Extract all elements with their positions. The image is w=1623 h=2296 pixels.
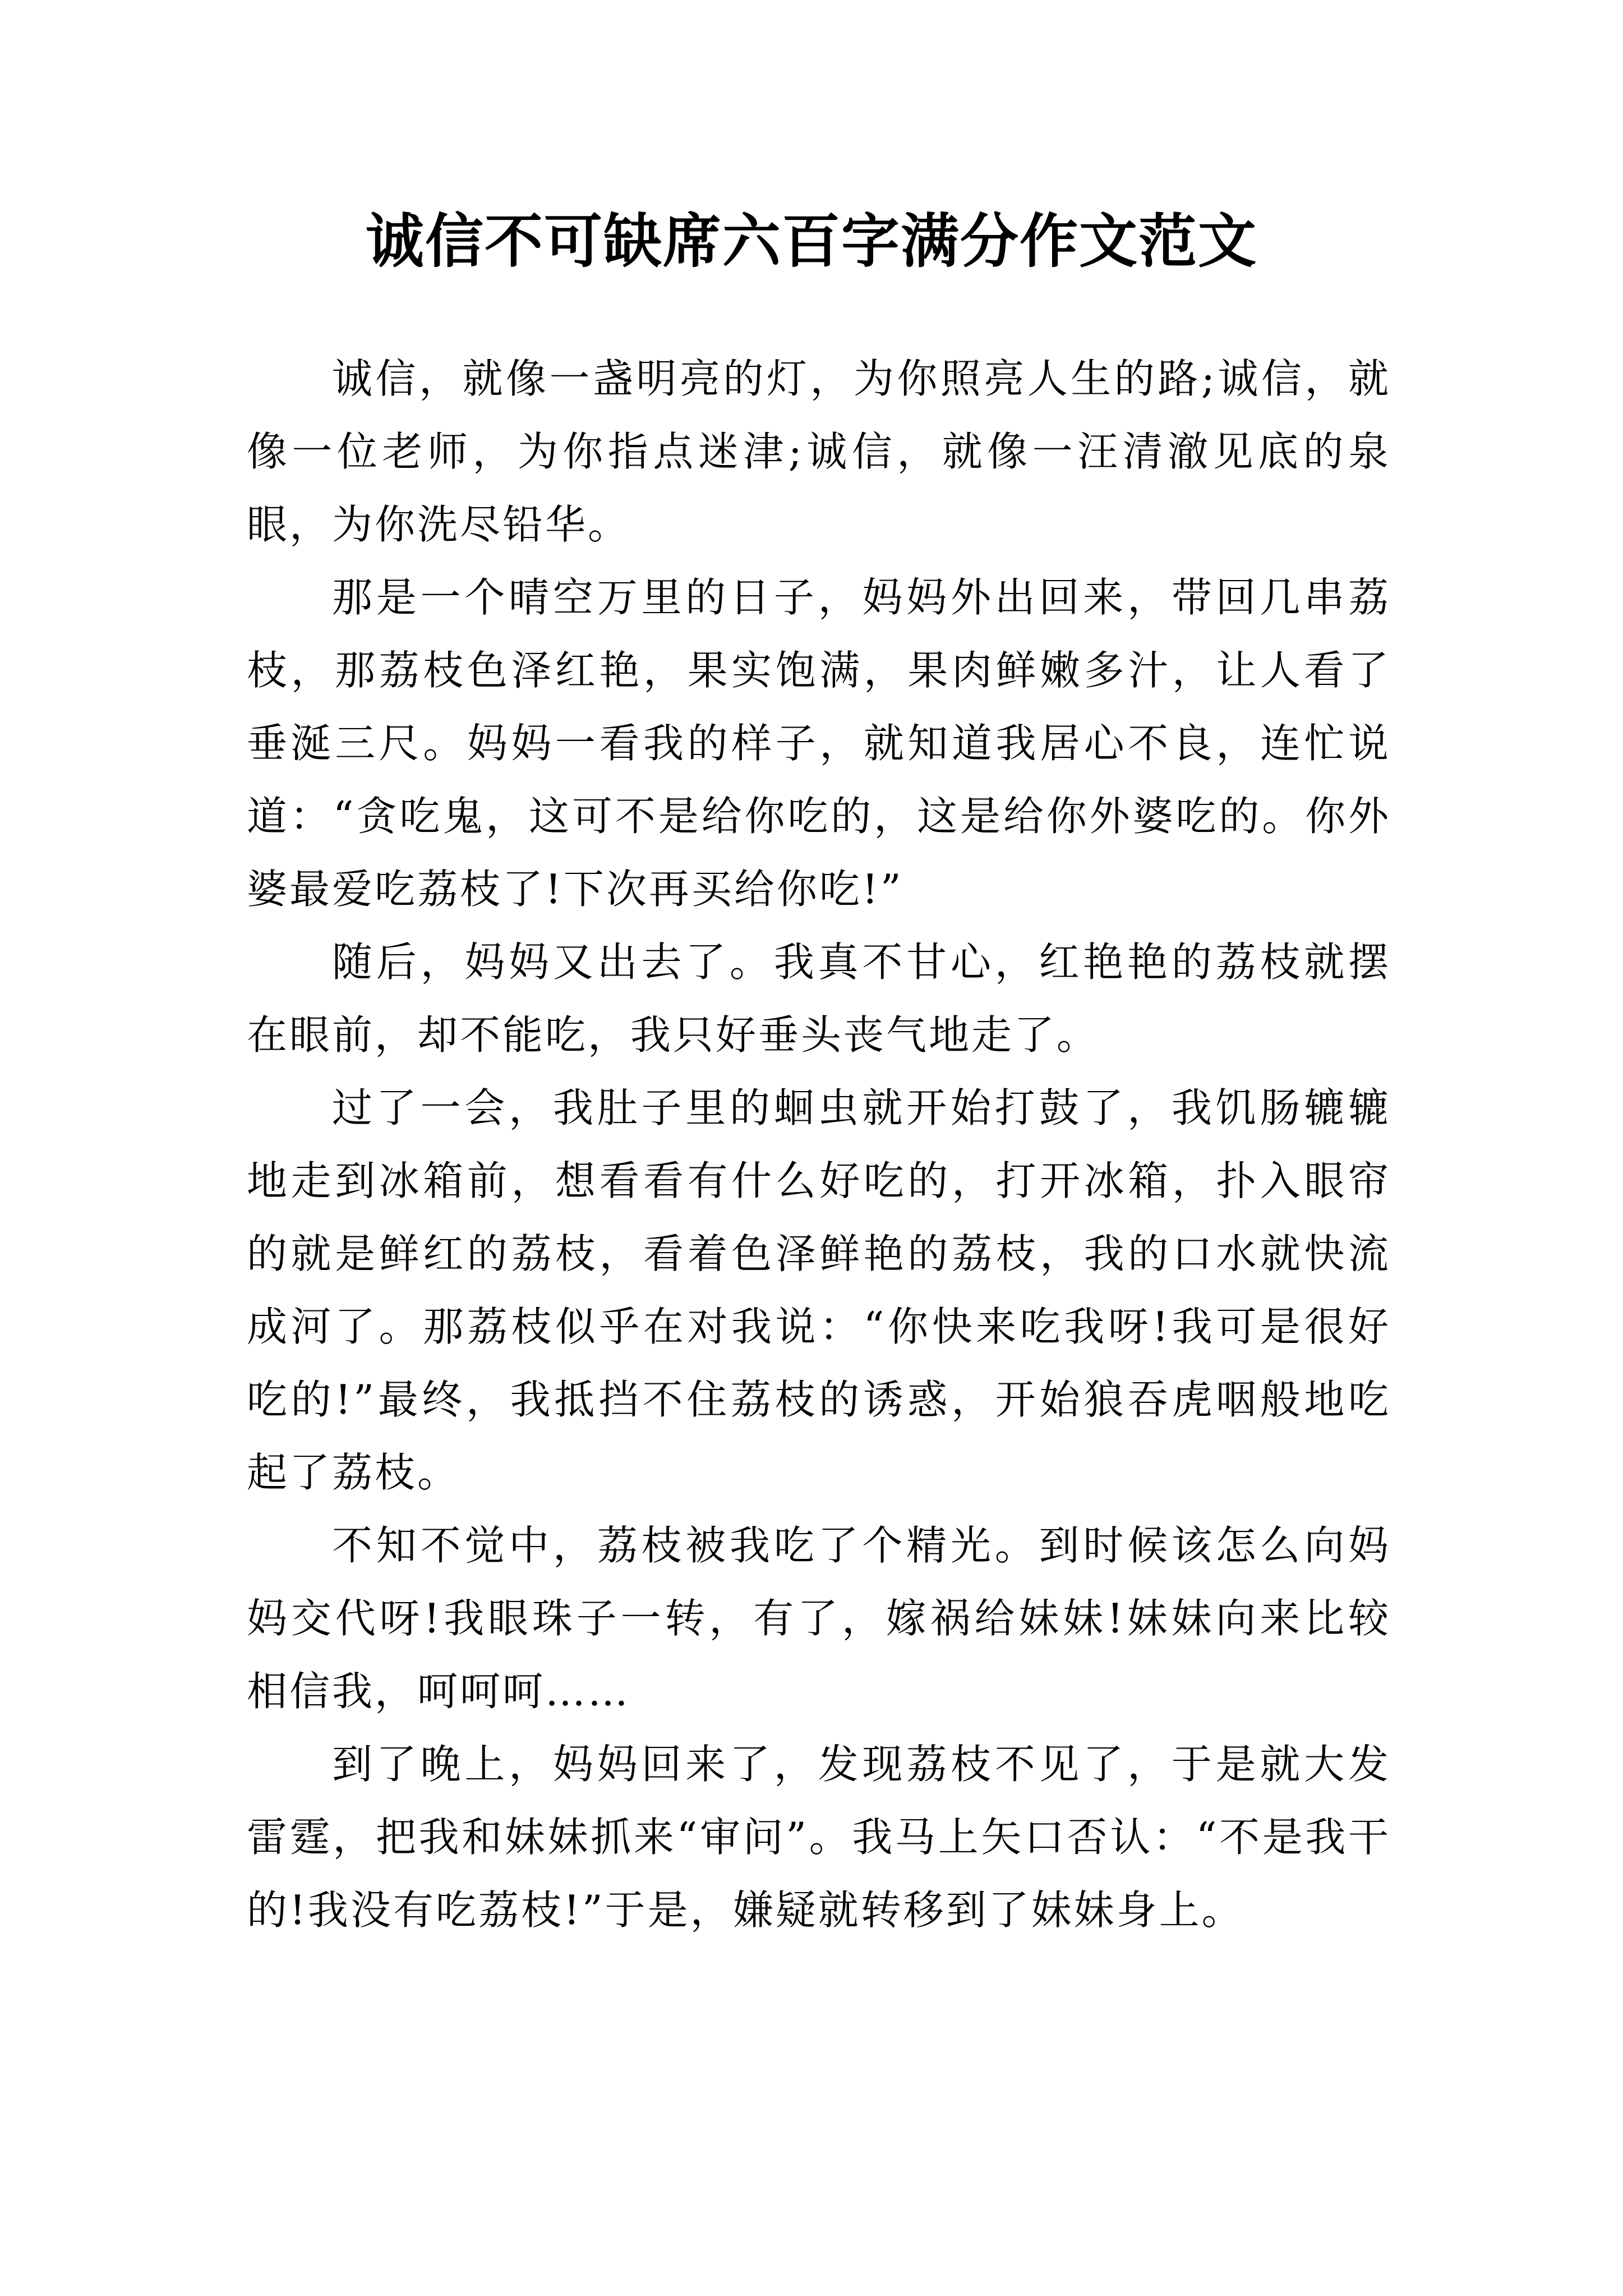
paragraph: 那是一个晴空万里的日子，妈妈外出回来，带回几串荔枝，那荔枝色泽红艳，果实饱满，果肉鲜嫩多汁，让人看了垂涎三尺。妈妈一看我的样子，就知道我居心不良，连忙说道：“贪吃鬼，这可不是给你吃的，这是给你外婆吃的。你外婆最爱吃荔枝了!下次再买给你吃!”	[247, 574, 1391, 913]
document-body	[247, 342, 1391, 1947]
paragraph: 过了一会，我肚子里的蛔虫就开始打鼓了，我饥肠辘辘地走到冰箱前，想看看有什么好吃的，打开冰箱，扑入眼帘的就是鲜红的荔枝，看着色泽鲜艳的荔枝，我的口水就快流成河了。那荔枝似乎在对我说：“你快来吃我呀!我可是很好吃的!”最终，我抵挡不住荔枝的诱惑，开始狼吞虎咽般地吃起了荔枝。	[247, 1084, 1391, 1496]
paragraph: 诚信，就像一盏明亮的灯，为你照亮人生的路;诚信，就像一位老师，为你指点迷津;诚信，就像一汪清澈见底的泉眼，为你洗尽铅华。	[247, 355, 1391, 548]
document-title: 诚信不可缺席六百字满分作文范文	[365, 207, 1257, 275]
paragraph: 随后，妈妈又出去了。我真不甘心，红艳艳的荔枝就摆在眼前，却不能吃，我只好垂头丧气地走了。	[247, 938, 1391, 1059]
paragraph: 不知不觉中，荔枝被我吃了个精光。到时候该怎么向妈妈交代呀!我眼珠子一转，有了，嫁祸给妹妹!妹妹向来比较相信我，呵呵呵……	[247, 1522, 1391, 1715]
paragraph: 到了晚上，妈妈回来了，发现荔枝不见了，于是就大发雷霆，把我和妹妹抓来“审问”。我马上矢口否认：“不是我干的!我没有吃荔枝!”于是，嫌疑就转移到了妹妹身上。	[247, 1741, 1391, 1934]
